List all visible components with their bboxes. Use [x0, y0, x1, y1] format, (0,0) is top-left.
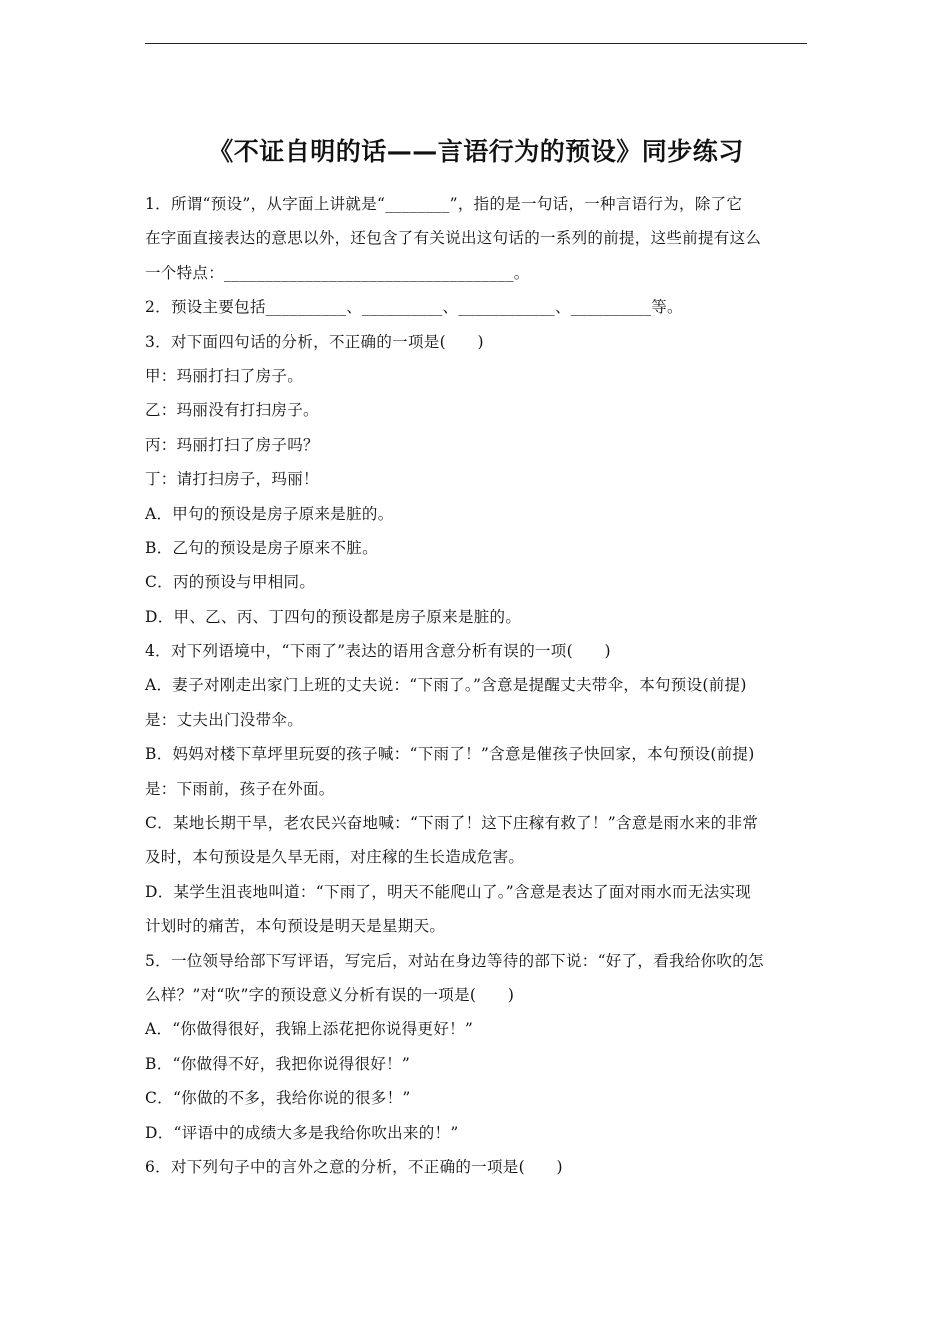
- text-line: B．乙句的预设是房子原来不脏。: [145, 538, 378, 557]
- text-line: A．“你做得很好，我锦上添花把你说得更好！”: [145, 1020, 474, 1039]
- text-line: 丁：请打扫房子，玛丽！: [145, 470, 319, 489]
- text-line: 是：下雨前，孩子在外面。: [145, 779, 335, 798]
- text-line: 1．所谓“预设”，从字面上讲就是“________”，指的是一句话，一种言语行为，除了它: [145, 195, 743, 213]
- document-body: [145, 187, 807, 1184]
- text-line: 么样？”对“吹”字的预设意义分析有误的一项是( ): [145, 985, 515, 1004]
- text-line: 6．对下列句子中的言外之意的分析，不正确的一项是( ): [145, 1157, 563, 1176]
- text-line: D．甲、乙、丙、丁四句的预设都是房子原来是脏的。: [145, 607, 522, 626]
- text-line: 丙：玛丽打扫了房子吗？: [145, 435, 319, 454]
- text-line: 4．对下列语境中，“下雨了”表达的语用含意分析有误的一项( ): [145, 642, 611, 661]
- page-title: 《不证自明的话——言语行为的预设》同步练习: [208, 137, 744, 166]
- text-line: D．“评语中的成绩大多是我给你吹出来的！”: [145, 1123, 459, 1142]
- text-line: B．妈妈对楼下草坪里玩耍的孩子喊：“下雨了！”含意是催孩子快回家，本句预设(前提): [145, 745, 755, 764]
- text-line: 是：丈夫出门没带伞。: [145, 710, 304, 729]
- text-line: A．妻子对刚走出家门上班的丈夫说：“下雨了。”含意是提醒丈夫带伞，本句预设(前提): [145, 676, 747, 695]
- text-line: 在字面直接表达的意思以外，还包含了有关说出这句话的一系列的前提，这些前提有这么: [145, 229, 762, 248]
- text-line: C．丙的预设与甲相同。: [145, 573, 316, 592]
- text-line: 3．对下面四句话的分析，不正确的一项是( ): [145, 332, 484, 351]
- text-line: 乙：玛丽没有打扫房子。: [145, 401, 319, 420]
- text-line: 5．一位领导给部下写评语，写完后，对站在身边等待的部下说：“好了，看我给你吹的怎: [145, 951, 764, 970]
- text-line: D．某学生沮丧地叫道：“下雨了，明天不能爬山了。”含意是表达了面对雨水而无法实现: [145, 882, 752, 901]
- text-line: 一个特点：____________________________________。: [145, 263, 530, 282]
- text-line: 甲：玛丽打扫了房子。: [145, 366, 304, 385]
- text-line: 2．预设主要包括__________、__________、____________、__________等。: [145, 298, 683, 317]
- text-line: B．“你做得不好，我把你说得很好！”: [145, 1054, 411, 1073]
- text-line: C．某地长期干旱，老农民兴奋地喊：“下雨了！这下庄稼有救了！”含意是雨水来的非常: [145, 814, 759, 833]
- text-line: C．“你做的不多，我给你说的很多！”: [145, 1089, 411, 1108]
- text-line: 计划时的痛苦，本句预设是明天是星期天。: [145, 917, 446, 936]
- text-line: 及时，本句预设是久旱无雨，对庄稼的生长造成危害。: [145, 848, 525, 867]
- header-rule: [145, 43, 807, 44]
- text-line: A．甲句的预设是房子原来是脏的。: [145, 504, 394, 523]
